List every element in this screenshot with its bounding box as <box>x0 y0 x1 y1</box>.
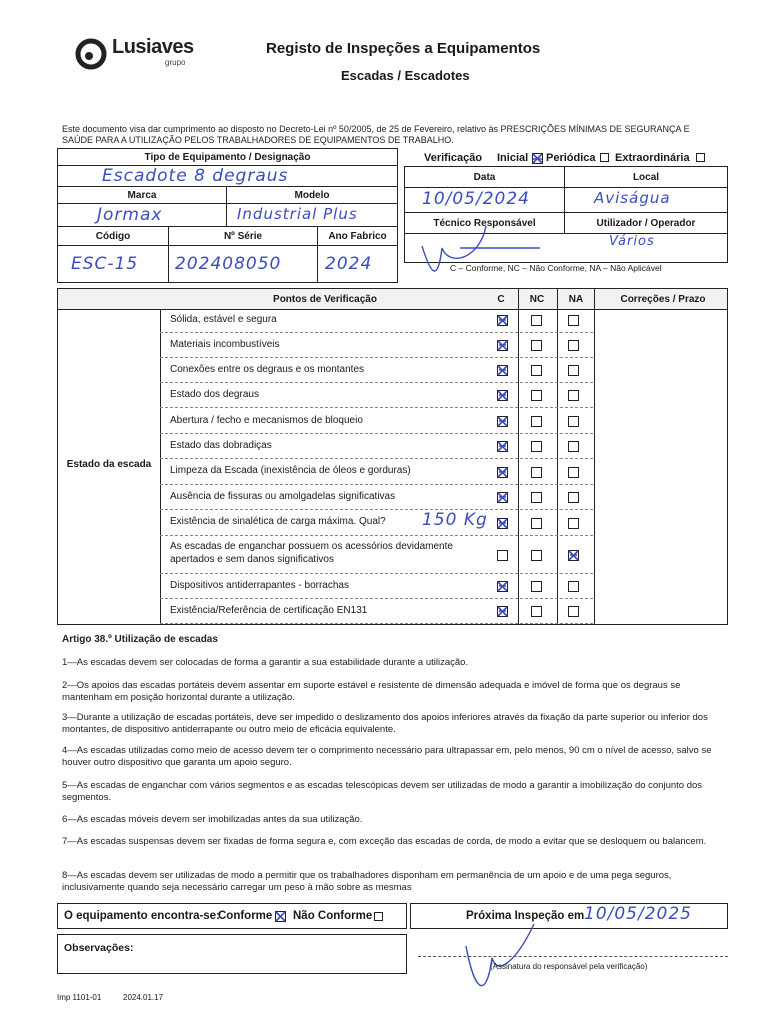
table-row <box>160 333 593 358</box>
check-mark-icon <box>532 153 543 164</box>
brand-label: Marca <box>127 190 157 201</box>
next-inspection-value[interactable]: 10/05/2025 <box>584 904 692 924</box>
check-item-label: Materiais incombustíveis <box>170 339 280 350</box>
date-label: Data <box>473 172 496 183</box>
check-item-label: Ausência de fissuras ou amolgadelas significativas <box>170 491 396 502</box>
article-p1: 1—As escadas devem ser colocadas de forma a garantir a sua estabilidade durante a utilização. <box>62 657 469 668</box>
year-value[interactable]: 2024 <box>325 254 373 274</box>
check-mark-icon <box>497 492 508 503</box>
intro-text: Este documento visa dar cumprimento ao disposto no Decreto-Lei nº 50/2005, de 25 de Fevereiro, relativo às PRESCRIÇÕES MÍNIMAS DE SEGURANÇA E SAÚDE PARA A UTILIZAÇÃO PELOS TRABALHADORES DE EQUIPAMENTOS DE TRABALHO. <box>62 124 690 145</box>
checkbox-na[interactable] <box>568 606 579 617</box>
checkbox-nc[interactable] <box>531 340 542 351</box>
next-inspection-label: Próxima Inspeção em <box>466 910 585 922</box>
col-nc-header: NC <box>529 294 545 305</box>
checkbox-na[interactable] <box>568 441 579 452</box>
checkbox-c[interactable] <box>497 550 508 561</box>
check-item-label: Existência de sinalética de carga máxima. Qual? <box>170 516 386 527</box>
model-value[interactable]: Industrial Plus <box>237 205 358 223</box>
checkbox-na[interactable] <box>568 315 579 326</box>
nao-conforme-checkbox[interactable] <box>374 912 383 921</box>
page-title: Registo de Inspeções a Equipamentos <box>266 40 541 57</box>
checkbox-na[interactable] <box>568 340 579 351</box>
periodic-checkbox[interactable] <box>600 153 609 162</box>
checkbox-nc[interactable] <box>531 581 542 592</box>
check-mark-icon <box>497 467 508 478</box>
article-p6: 6—As escadas móveis devem ser imobilizadas antes da sua utilização. <box>62 814 363 825</box>
observations-label: Observações: <box>64 942 134 954</box>
status-label: O equipamento encontra-se: <box>64 910 220 922</box>
checkbox-nc[interactable] <box>531 416 542 427</box>
lusiaves-logo-icon <box>75 38 107 70</box>
nao-conforme-label: Não Conforme <box>293 910 373 922</box>
opt-initial-label: Inicial <box>497 152 529 164</box>
checkbox-nc[interactable] <box>531 518 542 529</box>
checkbox-na[interactable] <box>568 416 579 427</box>
table-row <box>160 434 593 459</box>
code-label: Código <box>95 231 131 242</box>
verification-label: Verificação <box>424 152 483 164</box>
check-item-label: Conexões entre os degraus e os montantes <box>170 364 365 375</box>
model-label: Modelo <box>294 190 330 201</box>
table-row <box>160 510 593 536</box>
article-p5: 5—As escadas de enganchar com vários segmentos e as escadas telescópicas devem ser utilizadas de modo a garantir a imobilização do conjunto dos segmentos. <box>62 780 703 803</box>
checkbox-na[interactable] <box>568 365 579 376</box>
article-title: Artigo 38.º Utilização de escadas <box>62 634 218 645</box>
place-label: Local <box>632 172 660 183</box>
opt-periodic-label: Periódica <box>546 152 596 164</box>
opt-extra-label: Extraordinária <box>615 152 690 164</box>
check-mark-icon <box>497 315 508 326</box>
check-mark-icon <box>497 340 508 351</box>
check-item-label: Estado das dobradiças <box>170 440 272 451</box>
article-p4: 4—As escadas utilizadas como meio de acesso devem ter o comprimento necessário para ultrapassar em, pelo menos, 90 cm o nível de acesso, salvo se houver outro dispositivo que garanta um apoio seguro. <box>62 745 712 768</box>
code-value[interactable]: ESC-15 <box>71 254 139 274</box>
user-value[interactable]: Vários <box>609 234 655 249</box>
check-item-label: Estado dos degraus <box>170 389 259 400</box>
checkbox-nc[interactable] <box>531 315 542 326</box>
technician-signature-icon <box>420 218 570 288</box>
checkbox-na[interactable] <box>568 390 579 401</box>
check-mark-icon <box>497 518 508 529</box>
observations-box[interactable] <box>57 934 407 974</box>
checkbox-nc[interactable] <box>531 365 542 376</box>
checkbox-nc[interactable] <box>531 390 542 401</box>
brand-name: Lusiaves <box>112 36 194 58</box>
checkbox-nc[interactable] <box>531 550 542 561</box>
table-row <box>160 383 593 408</box>
doc-date: 2024.01.17 <box>123 993 164 1002</box>
year-label: Ano Fabrico <box>328 231 387 242</box>
date-value[interactable]: 10/05/2024 <box>422 189 530 209</box>
tech-label: Técnico Responsável <box>433 218 536 229</box>
checkbox-na[interactable] <box>568 467 579 478</box>
checkbox-na[interactable] <box>568 492 579 503</box>
checkbox-nc[interactable] <box>531 606 542 617</box>
legend-text: C – Conforme, NC – Não Conforme, NA – Não Aplicável <box>450 263 662 273</box>
table-row <box>160 599 593 624</box>
type-value[interactable]: Escadote 8 degraus <box>102 166 289 186</box>
article-p7: 7—As escadas suspensas devem ser fixadas de forma segura e, com exceção das escadas de corda, de modo a evitar que se desloquem ou balancem. <box>62 836 707 847</box>
user-label: Utilizador / Operador <box>596 218 696 229</box>
checkbox-nc[interactable] <box>531 492 542 503</box>
brand-sub: grupo <box>165 58 186 67</box>
table-row <box>160 485 593 510</box>
checkbox-nc[interactable] <box>531 467 542 478</box>
article-p8: 8—As escadas devem ser utilizadas de modo a permitir que os trabalhadores disponham em permanência de um apoio e de uma pega seguros, inclusivamente quando seja necessário carregar um peso à mão sobre as mesmas <box>62 870 672 893</box>
check-mark-icon <box>497 581 508 592</box>
check-item-label: Dispositivos antiderrapantes - borrachas <box>170 580 349 591</box>
check-mark-icon <box>497 416 508 427</box>
group-label: Estado da escada <box>66 459 152 470</box>
col-c-header: C <box>497 294 505 305</box>
col-na-header: NA <box>568 294 584 305</box>
check-item-label: Sólida, estável e segura <box>170 314 277 325</box>
checkbox-nc[interactable] <box>531 441 542 452</box>
col-corr-header: Correções / Prazo <box>620 294 706 305</box>
conforme-label: Conforme <box>218 910 273 922</box>
table-row <box>160 536 593 574</box>
article-p2: 2—Os apoios das escadas portáteis devem assentar em suporte estável e resistente de dimensão adequada e imóvel de forma que os degraus se mantenham em posição horizontal durante a utilização. <box>62 680 681 703</box>
checkbox-na[interactable] <box>568 581 579 592</box>
verification-block <box>404 148 728 283</box>
table-row <box>160 574 593 599</box>
check-item-label: As escadas de enganchar possuem os acessórios devidamente apertados e sem danos significativos <box>170 541 453 565</box>
table-row <box>160 459 593 485</box>
brand-value[interactable]: Jormax <box>97 205 163 225</box>
checkbox-na[interactable] <box>568 518 579 529</box>
type-label: Tipo de Equipamento / Designação <box>144 152 311 163</box>
check-mark-icon <box>497 441 508 452</box>
check-mark-icon <box>497 606 508 617</box>
extra-checkbox[interactable] <box>696 153 705 162</box>
check-mark-icon <box>497 390 508 401</box>
doc-code: Imp 1101-01 <box>57 993 102 1002</box>
table-row <box>160 409 593 434</box>
place-value[interactable]: Aviságua <box>594 189 671 207</box>
check-mark-icon <box>497 365 508 376</box>
check-item-label: Abertura / fecho e mecanismos de bloqueio <box>170 415 363 426</box>
check-mark-icon <box>275 911 286 922</box>
serial-value[interactable]: 202408050 <box>175 254 282 274</box>
check-mark-icon <box>568 550 579 561</box>
article-p3: 3—Durante a utilização de escadas portáteis, deve ser impedido o deslizamento dos apoios inferiores através da fixação da parte superior ou inferior dos montantes, de dispositivo antiderrapante ou outro meio de eficácia equivalente. <box>62 712 708 735</box>
equipment-block <box>57 148 398 283</box>
check-item-label: Existência/Referência de certificação EN131 <box>170 605 368 616</box>
table-row <box>160 358 593 383</box>
max-load-value[interactable]: 150 Kg <box>422 510 488 530</box>
points-header: Pontos de Verificação <box>273 294 377 305</box>
table-row <box>160 308 593 333</box>
page-subtitle: Escadas / Escadotes <box>341 68 470 83</box>
check-item-label: Limpeza da Escada (inexistência de óleos e gorduras) <box>170 465 411 476</box>
signature-caption: (Assinatura do responsável pela verificação) <box>490 962 648 971</box>
serial-label: Nº Série <box>223 231 263 242</box>
